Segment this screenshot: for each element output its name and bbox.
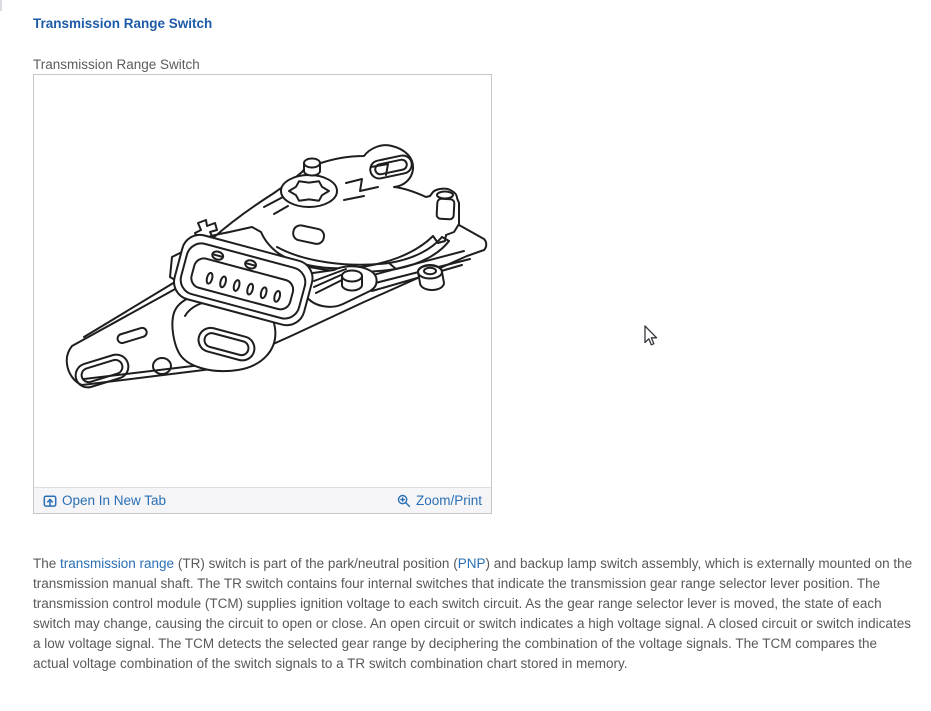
page-edge-artifact: [0, 0, 2, 11]
transmission-range-link[interactable]: transmission range: [60, 556, 175, 571]
open-in-new-tab-label: Open In New Tab: [62, 493, 167, 508]
mouse-cursor: [644, 325, 659, 347]
description-paragraph: [33, 554, 913, 674]
zoom-in-icon: [397, 494, 411, 508]
zoom-print-label: Zoom/Print: [415, 493, 482, 508]
paragraph-text: ) and backup lamp switch assembly, which is externally mounted on the transmission manual shaft. The TR switch contains four internal switches that indicate the transmission gear range selector lever position. The transmission control module (TCM) supplies ignition voltage to each switch circuit. As the gear range selector lever is moved, the state of each switch may change, causing the circuit to open or close. An open circuit or switch indicates a high voltage signal. A closed circuit or switch indicates a low voltage signal. The TCM detects the selected gear range by deciphering the combination of the voltage signals. The TCM compares the actual voltage combination of the switch signals to a TR switch combination chart stored in memory.: [33, 556, 913, 671]
page-title: Transmission Range Switch: [33, 16, 213, 31]
figure-panel: [33, 74, 492, 514]
pnp-link[interactable]: PNP: [457, 556, 486, 571]
open-in-new-tab-icon: [43, 494, 57, 508]
open-in-new-tab-link[interactable]: [43, 493, 166, 508]
figure-caption: Transmission Range Switch: [33, 57, 200, 72]
transmission-range-switch-drawing: [34, 75, 491, 487]
zoom-print-link[interactable]: [397, 493, 482, 508]
paragraph-text: (TR) switch is part of the park/neutral position (: [174, 556, 458, 571]
paragraph-text: The: [33, 556, 61, 571]
figure-toolbar: [34, 487, 491, 513]
